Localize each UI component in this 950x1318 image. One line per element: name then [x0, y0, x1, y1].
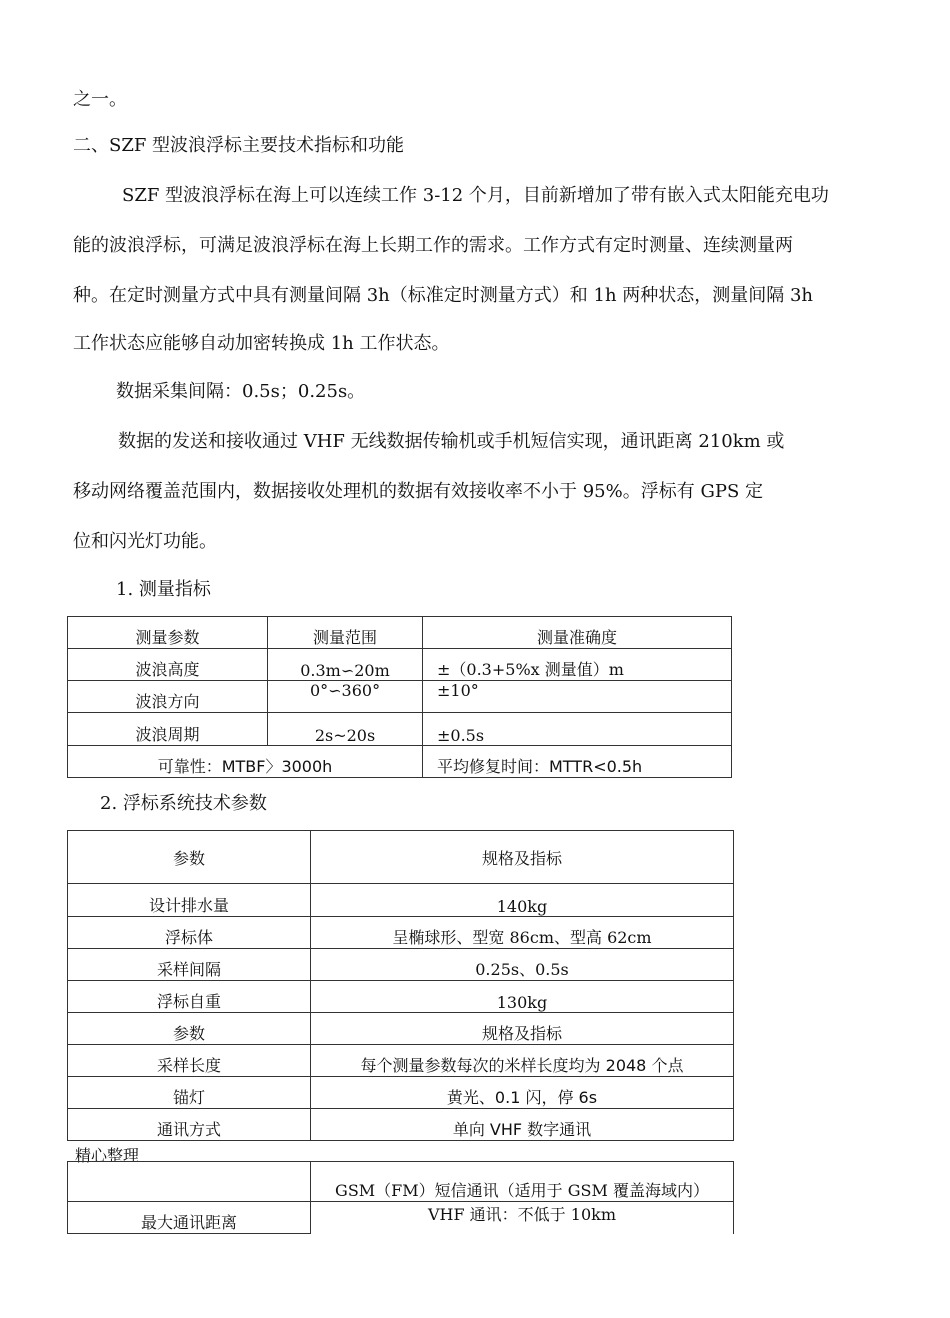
table-row — [68, 713, 732, 746]
paragraph-3-line-3: 位和闪光灯功能。 — [73, 531, 217, 552]
table-cell: 规格及指标 — [481, 1024, 562, 1043]
table-cell: VHF 通讯：不低于 10km — [311, 1202, 734, 1234]
buoy-params-table — [67, 830, 734, 1141]
table-cell: 0.3m∽20m — [268, 649, 423, 681]
table-cell: 2s~20s — [268, 713, 423, 746]
table-cell: 单向 VHF 数字通讯 — [452, 1120, 592, 1139]
paragraph-2: 数据采集间隔：0.5s；0.25s。 — [116, 381, 366, 402]
table-row — [68, 917, 734, 949]
paragraph-1-line-1: SZF 型波浪浮标在海上可以连续工作 3-12 个月，目前新增加了带有嵌入式太阳能充电功 — [122, 185, 829, 206]
table-cell: 可靠性：MTBF〉3000h — [157, 757, 333, 776]
table-cell: GSM（FM）短信通讯（适用于 GSM 覆盖海域内） — [311, 1162, 734, 1202]
table-cell: 每个测量参数每次的米样长度均为 2048 个点 — [360, 1056, 684, 1075]
footer-label: 精心整理 — [75, 1146, 140, 1165]
table-cell: 浮标自重 — [156, 992, 221, 1011]
table-cell: 呈椭球形、型宽 86cm、型高 62cm — [311, 917, 734, 949]
paragraph-1-line-4: 工作状态应能够自动加密转换成 1h 工作状态。 — [73, 333, 450, 354]
paragraph-1-line-3: 种。在定时测量方式中具有测量间隔 3h（标准定时测量方式）和 1h 两种状态，测量间隔 3h — [73, 285, 814, 306]
table-cell: 130kg — [311, 981, 734, 1013]
line-p0: 之一。 — [73, 89, 127, 110]
table-cell: 黄光、0.1 闪，停 6s — [446, 1088, 598, 1107]
table-cell: 通讯方式 — [156, 1120, 221, 1139]
section-2-title: 2. 浮标系统技术参数 — [100, 793, 267, 814]
table-cell: ±（0.3+5%x 测量值）m — [423, 649, 732, 681]
table-cell: 采样间隔 — [156, 960, 221, 979]
table-cell: 波浪方向 — [135, 692, 200, 711]
table-cell: 0.25s、0.5s — [311, 949, 734, 981]
section-1-title: 1. 测量指标 — [116, 579, 211, 600]
table-row — [68, 1013, 734, 1045]
paragraph-3-line-1: 数据的发送和接收通过 VHF 无线数据传输机或手机短信实现，通讯距离 210km 或 — [118, 431, 785, 452]
table-header-row — [68, 617, 732, 649]
table-row — [68, 884, 734, 917]
table-header-cell: 测量范围 — [312, 628, 377, 647]
table-cell: 浮标体 — [164, 928, 213, 947]
table-header-cell: 测量准确度 — [536, 628, 617, 647]
table-row — [68, 1077, 734, 1109]
measurement-table — [67, 616, 732, 778]
table-cell: 设计排水量 — [148, 896, 229, 915]
table-row — [68, 1162, 734, 1202]
table-row — [68, 1202, 734, 1234]
table-cell: 最大通讯距离 — [140, 1213, 237, 1232]
paragraph-3-line-2: 移动网络覆盖范围内，数据接收处理机的数据有效接收率不小于 95%。浮标有 GPS 定 — [73, 481, 763, 502]
table-cell: 锚灯 — [172, 1088, 205, 1107]
table-cell: 平均修复时间：MTTR<0.5h — [437, 757, 643, 776]
table-cell: 0°∽360° — [268, 681, 423, 713]
comms-table — [67, 1161, 734, 1234]
table-row — [68, 949, 734, 981]
table-row — [68, 981, 734, 1013]
table-cell: ±0.5s — [423, 713, 732, 746]
table-header-row — [68, 831, 734, 884]
table-cell — [68, 1162, 311, 1202]
table-row — [68, 681, 732, 713]
table-header-cell: 规格及指标 — [481, 848, 562, 868]
table-cell: 波浪高度 — [135, 660, 200, 679]
paragraph-1-line-2: 能的波浪浮标，可满足波浪浮标在海上长期工作的需求。工作方式有定时测量、连续测量两 — [73, 235, 793, 256]
table-row — [68, 649, 732, 681]
table-header-cell: 参数 — [172, 848, 205, 868]
table-row — [68, 1109, 734, 1141]
table-cell: 波浪周期 — [135, 725, 200, 744]
table-header-cell: 测量参数 — [135, 628, 200, 647]
table-cell: 140kg — [311, 884, 734, 917]
table-cell: 参数 — [172, 1024, 205, 1043]
table-row — [68, 1045, 734, 1077]
table-cell: ±10° — [423, 681, 732, 713]
table-cell: 采样长度 — [156, 1056, 221, 1075]
table-footer-row — [68, 746, 732, 778]
section-heading: 二、SZF 型波浪浮标主要技术指标和功能 — [73, 135, 405, 156]
